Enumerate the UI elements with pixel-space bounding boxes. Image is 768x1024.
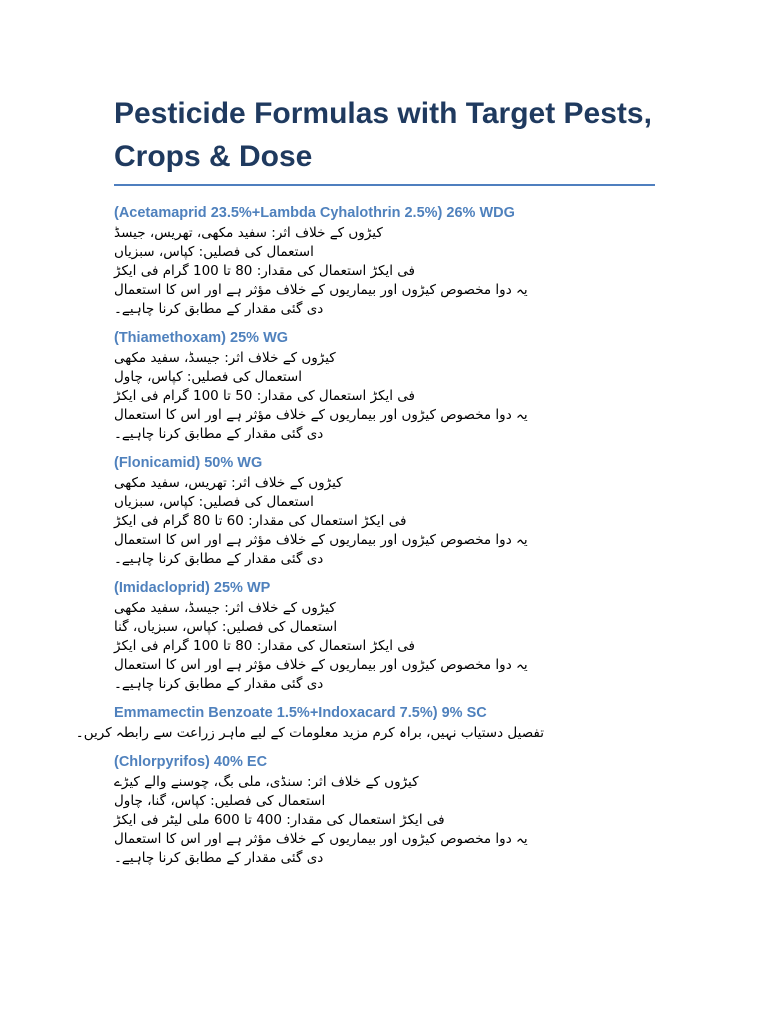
entry-heading: (Thiamethoxam) 25% WG <box>114 330 289 346</box>
target-pests-line: کیڑوں کے خلاف اثر: سفید مکھی، تھریس، جیسڈ <box>114 225 383 241</box>
dose-line: فی ایکڑ استعمال کی مقدار: 80 تا 100 گرام فی ایکڑ <box>114 263 415 279</box>
note-line: یہ دوا مخصوص کیڑوں اور بیماریوں کے خلاف مؤثر ہے اور اس کا استعمال دی گئی مقدار کے مطابق کرنا چاہیے۔ <box>114 282 528 317</box>
document-title-line-1: Pesticide Formulas with Target Pests, <box>114 97 652 130</box>
pesticide-entry <box>75 703 655 743</box>
target-pests-line: کیڑوں کے خلاف اثر: جیسڈ، سفید مکھی <box>114 600 336 616</box>
document-title <box>114 92 655 184</box>
dose-line: فی ایکڑ استعمال کی مقدار: 80 تا 100 گرام فی ایکڑ <box>114 638 415 654</box>
note-line: یہ دوا مخصوص کیڑوں اور بیماریوں کے خلاف مؤثر ہے اور اس کا استعمال دی گئی مقدار کے مطابق کرنا چاہیے۔ <box>114 831 528 866</box>
details-unavailable-line: تفصیل دستیاب نہیں، براہ کرم مزید معلومات کے لیے ماہر زراعت سے رابطہ کریں۔ <box>75 725 544 741</box>
dose-line: فی ایکڑ استعمال کی مقدار: 50 تا 100 گرام فی ایکڑ <box>114 388 415 404</box>
crops-line: استعمال کی فصلیں: کپاس، سبزیاں <box>114 494 314 510</box>
document-page <box>75 92 655 877</box>
note-line: یہ دوا مخصوص کیڑوں اور بیماریوں کے خلاف مؤثر ہے اور اس کا استعمال دی گئی مقدار کے مطابق کرنا چاہیے۔ <box>114 532 528 567</box>
dose-line: فی ایکڑ استعمال کی مقدار: 400 تا 600 ملی لیٹر فی ایکڑ <box>114 812 445 828</box>
crops-line: استعمال کی فصلیں: کپاس، سبزیاں <box>114 244 314 260</box>
entry-heading: (Imidacloprid) 25% WP <box>114 580 271 596</box>
note-line: یہ دوا مخصوص کیڑوں اور بیماریوں کے خلاف مؤثر ہے اور اس کا استعمال دی گئی مقدار کے مطابق کرنا چاہیے۔ <box>114 657 528 692</box>
dose-line: فی ایکڑ استعمال کی مقدار: 60 تا 80 گرام فی ایکڑ <box>114 513 407 529</box>
entry-heading: Emmamectin Benzoate 1.5%+Indoxacard 7.5%) 9% SC <box>114 705 487 721</box>
pesticide-entry <box>114 578 655 694</box>
target-pests-line: کیڑوں کے خلاف اثر: جیسڈ، سفید مکھی <box>114 350 336 366</box>
target-pests-line: کیڑوں کے خلاف اثر: سنڈی، ملی بگ، چوسنے والے کیڑے <box>114 774 419 790</box>
title-underline <box>114 184 655 186</box>
pesticide-entry <box>114 453 655 569</box>
note-line: یہ دوا مخصوص کیڑوں اور بیماریوں کے خلاف مؤثر ہے اور اس کا استعمال دی گئی مقدار کے مطابق کرنا چاہیے۔ <box>114 407 528 442</box>
crops-line: استعمال کی فصلیں: کپاس، سبزیاں، گنا <box>114 619 338 635</box>
crops-line: استعمال کی فصلیں: کپاس، گنا، چاول <box>114 793 326 809</box>
target-pests-line: کیڑوں کے خلاف اثر: تھریس، سفید مکھی <box>114 475 343 491</box>
crops-line: استعمال کی فصلیں: کپاس، چاول <box>114 369 302 385</box>
entry-heading: (Acetamaprid 23.5%+Lambda Cyhalothrin 2.5%) 26% WDG <box>114 205 515 221</box>
pesticide-entry <box>114 328 655 444</box>
document-title-line-2: Crops & Dose <box>114 140 313 173</box>
entry-heading: (Flonicamid) 50% WG <box>114 455 263 471</box>
entry-heading: (Chlorpyrifos) 40% EC <box>114 754 268 770</box>
pesticide-entry <box>114 203 655 319</box>
pesticide-entry <box>114 752 655 868</box>
